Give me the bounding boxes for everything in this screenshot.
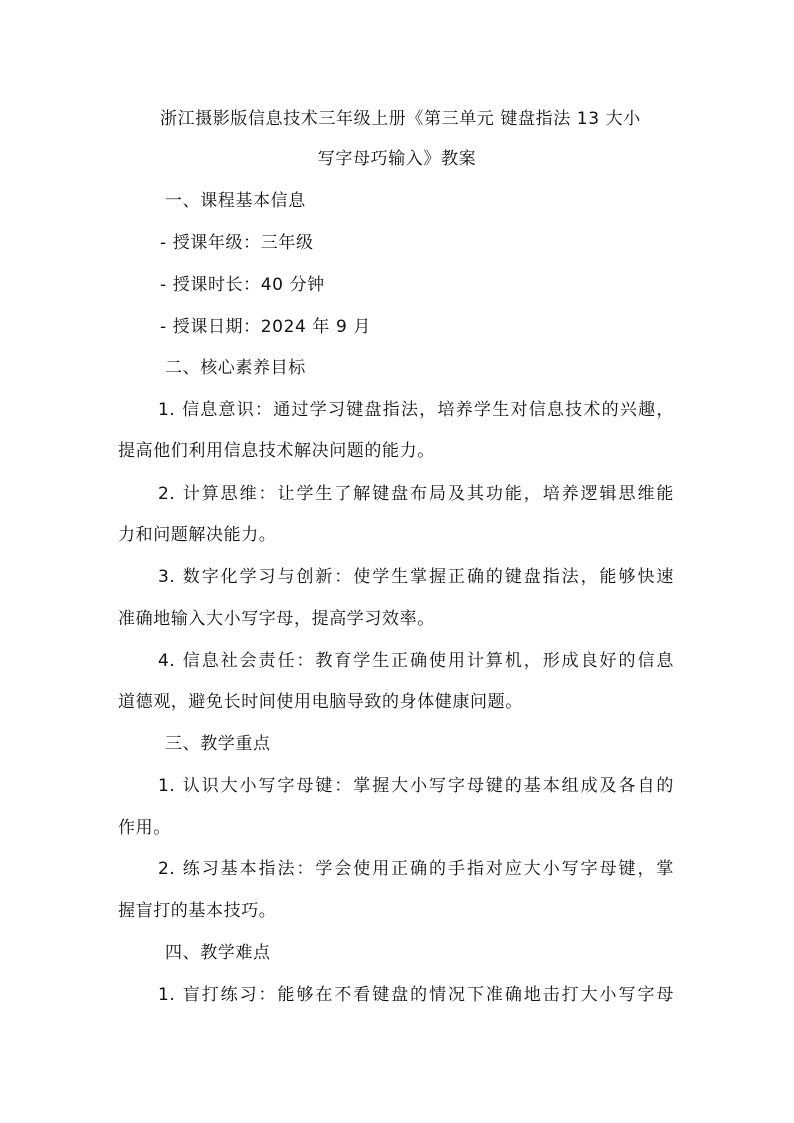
- objective-3-line-2: 准确地输入大小写字母，提高学习效率。: [118, 609, 435, 629]
- section-1-heading: 一、课程基本信息: [165, 191, 306, 211]
- keypoint-2-line-2: 握盲打的基本技巧。: [118, 901, 277, 921]
- objective-2-line-1: 2. 计算思维：让学生了解键盘布局及其功能，培养逻辑思维能: [158, 484, 674, 504]
- keypoint-1-line-1: 1. 认识大小写字母键：掌握大小写字母键的基本组成及各自的: [158, 776, 674, 796]
- difficulty-1-line-1: 1. 盲打练习：能够在不看键盘的情况下准确地击打大小写字母: [158, 985, 674, 1005]
- objective-1-line-1: 1. 信息意识：通过学习键盘指法，培养学生对信息技术的兴趣，: [158, 400, 674, 420]
- objective-4-line-1: 4. 信息社会责任：教育学生正确使用计算机，形成良好的信息: [158, 651, 674, 671]
- section-4-heading: 四、教学难点: [165, 943, 271, 963]
- section-3-heading: 三、教学重点: [165, 734, 271, 754]
- keypoint-1-line-2: 作用。: [118, 818, 171, 838]
- keypoint-2-line-1: 2. 练习基本指法：学会使用正确的手指对应大小写字母键，掌: [158, 859, 674, 879]
- document-title-line-1: 浙江摄影版信息技术三年级上册《第三单元 键盘指法 13 大小: [160, 109, 641, 129]
- objective-4-line-2: 道德观，避免长时间使用电脑导致的身体健康问题。: [118, 692, 523, 712]
- info-grade: - 授课年级：三年级: [160, 233, 314, 253]
- objective-1-line-2: 提高他们利用信息技术解决问题的能力。: [118, 441, 435, 461]
- info-date: - 授课日期：2024 年 9 月: [160, 317, 372, 337]
- document-title-line-2: 写字母巧输入》教案: [317, 149, 477, 169]
- objective-2-line-2: 力和问题解决能力。: [118, 525, 277, 545]
- section-2-heading: 二、核心素养目标: [165, 358, 306, 378]
- info-duration: - 授课时长：40 分钟: [160, 275, 325, 295]
- objective-3-line-1: 3. 数字化学习与创新：使学生掌握正确的键盘指法，能够快速: [158, 567, 674, 587]
